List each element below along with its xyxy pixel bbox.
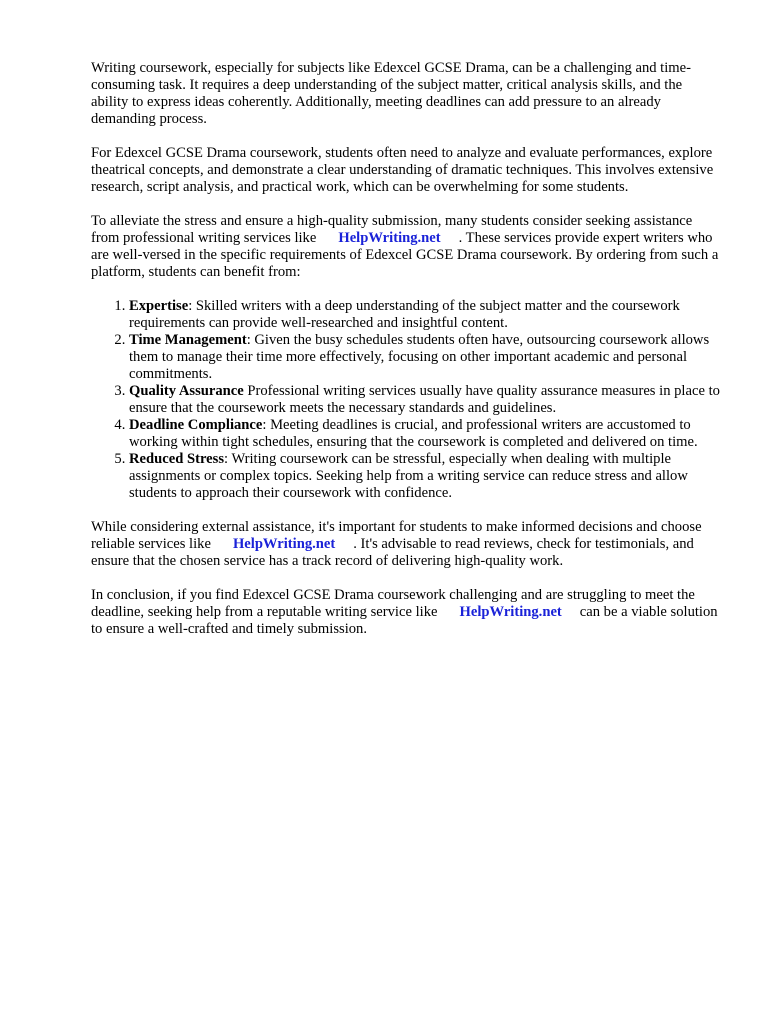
list-item bbox=[129, 383, 721, 417]
benefit-text: : Meeting deadlines is crucial, and professional writers are accustomed to working within tight schedules, ensuring that the coursework is completed and delivered on time. bbox=[129, 417, 698, 450]
considerations-text-before: While considering external assistance, it's important for students to make informed decisions and choose reliable services like bbox=[91, 519, 702, 552]
assistance-text-before: To alleviate the stress and ensure a high-quality submission, many students consider seeking assistance from professional writing services like bbox=[91, 213, 693, 246]
conclusion-text-after: can be a viable solution to ensure a well-crafted and timely submission. bbox=[91, 604, 718, 637]
benefit-text: Professional writing services usually have quality assurance measures in place to ensure that the coursework meets the necessary standards and guidelines. bbox=[129, 383, 720, 416]
benefit-term: Reduced Stress bbox=[129, 451, 224, 467]
benefit-text: : Given the busy schedules students often have, outsourcing coursework allows them to manage their time more effectively, focusing on other important academic and personal commitments. bbox=[129, 332, 710, 382]
benefit-text: : Skilled writers with a deep understanding of the subject matter and the coursework requirements can provide well-researched and insightful content. bbox=[129, 298, 680, 331]
helpwriting-link[interactable]: HelpWriting.net bbox=[459, 604, 562, 620]
assistance-text-after: . These services provide expert writers who are well-versed in the specific requirements of Edexcel GCSE Drama coursework. By ordering from such a platform, students can benefit from: bbox=[91, 230, 719, 280]
benefits-list bbox=[91, 298, 721, 502]
list-item bbox=[129, 332, 721, 383]
helpwriting-link[interactable]: HelpWriting.net bbox=[338, 230, 441, 246]
list-item bbox=[129, 451, 721, 502]
considerations-text-after: . It's advisable to read reviews, check for testimonials, and ensure that the chosen service has a track record of delivering high-quality work. bbox=[91, 536, 694, 569]
helpwriting-link[interactable]: HelpWriting.net bbox=[232, 536, 336, 552]
list-item bbox=[129, 417, 721, 451]
benefit-term: Quality Assurance bbox=[129, 383, 244, 399]
intro-paragraph: Writing coursework, especially for subjects like Edexcel GCSE Drama, can be a challenging and time-consuming task. It requires a deep understanding of the subject matter, critical analysis skills, and the ability to express ideas coherently. Additionally, meeting deadlines can add pressure to an already demanding process. bbox=[91, 60, 691, 127]
benefit-term: Deadline Compliance bbox=[129, 417, 263, 433]
assistance-paragraph bbox=[91, 213, 721, 281]
benefit-term: Expertise bbox=[129, 298, 189, 314]
conclusion-text-before: In conclusion, if you find Edexcel GCSE Drama coursework challenging and are struggling to meet the deadline, seeking help from a reputable writing service like bbox=[91, 587, 695, 620]
benefit-text: : Writing coursework can be stressful, especially when dealing with multiple assignments or complex topics. Seeking help from a writing service can reduce stress and allow students to approach their coursework with confidence. bbox=[129, 451, 688, 501]
benefit-term: Time Management bbox=[129, 332, 247, 348]
document-body bbox=[91, 60, 721, 655]
considerations-paragraph bbox=[91, 519, 721, 570]
drama-coursework-paragraph: For Edexcel GCSE Drama coursework, students often need to analyze and evaluate performances, explore theatrical concepts, and demonstrate a clear understanding of dramatic techniques. This involves extensive research, script analysis, and practical work, which can be overwhelming for some students. bbox=[91, 145, 714, 195]
conclusion-paragraph bbox=[91, 587, 721, 638]
list-item bbox=[129, 298, 721, 332]
